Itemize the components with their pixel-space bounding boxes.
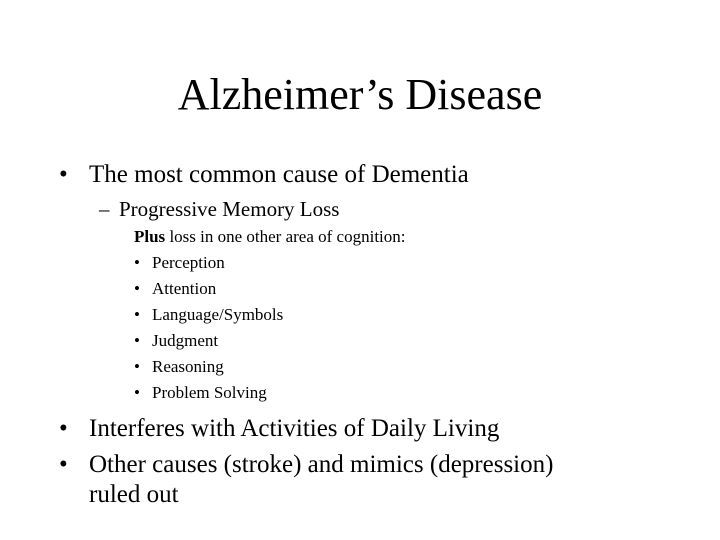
plus-line (134, 226, 406, 248)
plus-rest-text: loss in one other area of cognition: (165, 227, 406, 246)
list-item-text: Judgment (152, 331, 219, 350)
bullet-marker: • (134, 279, 140, 298)
bullet-marker: • (134, 357, 140, 376)
bullet-marker: • (134, 383, 140, 402)
list-item-text: Attention (152, 279, 217, 298)
bullet-text: Interferes with Activities of Daily Living (89, 415, 500, 442)
list-item-text: Reasoning (152, 357, 224, 376)
bullet-marker: • (59, 161, 68, 188)
dash-marker: – (99, 197, 110, 221)
list-item-text: Perception (152, 253, 225, 272)
bullet-marker: • (134, 253, 140, 272)
bullet-marker: • (59, 415, 68, 442)
slide-title: Alzheimer’s Disease (177, 70, 543, 119)
list-item-text: Problem Solving (152, 383, 267, 402)
bullet-marker: • (134, 331, 140, 350)
bullet-text: The most common cause of Dementia (89, 161, 469, 188)
bullet-marker: • (134, 305, 140, 324)
bullet-text: Other causes (stroke) and mimics (depression) (89, 451, 554, 478)
sub-bullet-text: Progressive Memory Loss (119, 197, 340, 221)
bullet-text: ruled out (89, 481, 179, 508)
plus-bold-text: Plus (134, 227, 166, 246)
list-item-text: Language/Symbols (152, 305, 284, 324)
bullet-marker: • (59, 451, 68, 478)
bullet-text-continuation (89, 480, 179, 510)
